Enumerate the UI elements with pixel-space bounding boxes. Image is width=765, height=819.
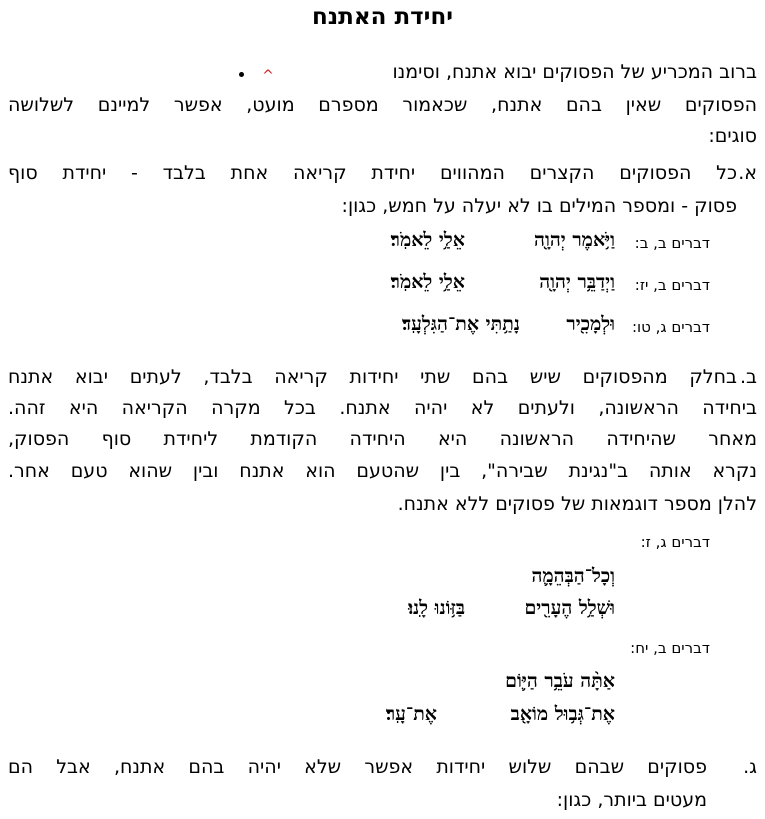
verse-phrase: וַיְדַבֵּ֥ר יְהוָ֖ה (539, 271, 615, 293)
verse-ref: דברים ג, ז: (640, 533, 710, 551)
verse-ref: דברים ג, טו: (632, 318, 710, 336)
verse-phrase: אֵלַ֥י לֵאמֹֽר׃ (390, 229, 465, 251)
verse-phrase: אֶת־עָֽר׃ (385, 703, 437, 725)
section-a-line-2: פסוק - ומספר המילים בו לא יעלה על חמש, כגון: (341, 195, 737, 217)
verse-phrase: בַּזּ֥וֹנוּ לָֽנוּ׃ (408, 597, 465, 619)
section-a-line-1: כל הפסוקים הקצרים המהווים יחידת קריאה אחת בלבד - יחידת סוף (8, 162, 737, 184)
section-c-line-1: פסוקים שבהם שלוש יחידות אפשר שלא יהיה בהם אתנח, אבל הם (8, 756, 707, 778)
section-c-marker: ג. (743, 756, 757, 778)
section-b-marker: ב. (739, 366, 757, 388)
intro-line-1: ברוב המכריע של הפסוקים יבוא אתנח, וסימנו (392, 61, 757, 83)
verse-phrase: וַיֹּ֥אמֶר יְהוָ֖ה (534, 229, 615, 251)
section-b-line-1: בחלק מהפסוקים שיש בהם שתי יחידות קריאה בלבד, לעתים יבוא אתנח (8, 366, 737, 388)
section-b-line-5: להלן מספר דוגמאות של פסוקים ללא אתנח. (397, 493, 757, 515)
section-b-line-3: מאחר שהיחידה הראשונה היא היחידה הקודמת ליחידת סוף הפסוק, (8, 428, 757, 450)
section-a-marker: א. (738, 162, 757, 184)
verse-phrase: וְכָל־הַבְּהֵמָ֛ה (531, 565, 615, 587)
intro-line-2: הפסוקים שאין בהם אתנח, שכאמור מספרם מועט, אפשר למיינם לשלושה (8, 94, 757, 116)
verse-phrase: וּשְׁלַ֥ל הֶעָרִ֖ים (524, 597, 615, 619)
verse-ref: דברים ב, יז: (634, 276, 710, 294)
section-b-line-2: ביחידה הראשונה, ולעתים לא יהיה אתנח. בכל מקרה הקריאה היא זהה. (8, 397, 757, 419)
verse-phrase: אַתָּ֨ה עֹבֵ֥ר הַיּ֛וֹם (505, 670, 615, 692)
verse-phrase: וּלְמָכִ֖יר (566, 313, 615, 335)
section-b-line-4: נקרא אותה ב"נגינת שבירה", בין שהטעם הוא אתנח ובין שהוא טעם אחר. (8, 460, 757, 482)
bullet-dot-icon (239, 72, 244, 77)
verse-phrase: אֵלַ֥י לֵאמֹֽר׃ (390, 271, 465, 293)
verse-phrase: נָתַ֥תִּי אֶת־הַגִּלְעָֽד׃ (402, 313, 520, 335)
verse-ref: דברים ב, יח: (630, 639, 710, 657)
page-title: יחידת האתנח (311, 4, 454, 30)
verse-ref: דברים ב, ב: (634, 234, 710, 252)
section-c-line-2: מעטים ביותר, כגון: (556, 789, 707, 811)
intro-line-3: סוגים: (708, 125, 757, 147)
verse-phrase: אֶת־גְּב֥וּל מוֹאָ֖ב (510, 703, 615, 725)
insertion-caret-icon: ^ (262, 68, 274, 84)
